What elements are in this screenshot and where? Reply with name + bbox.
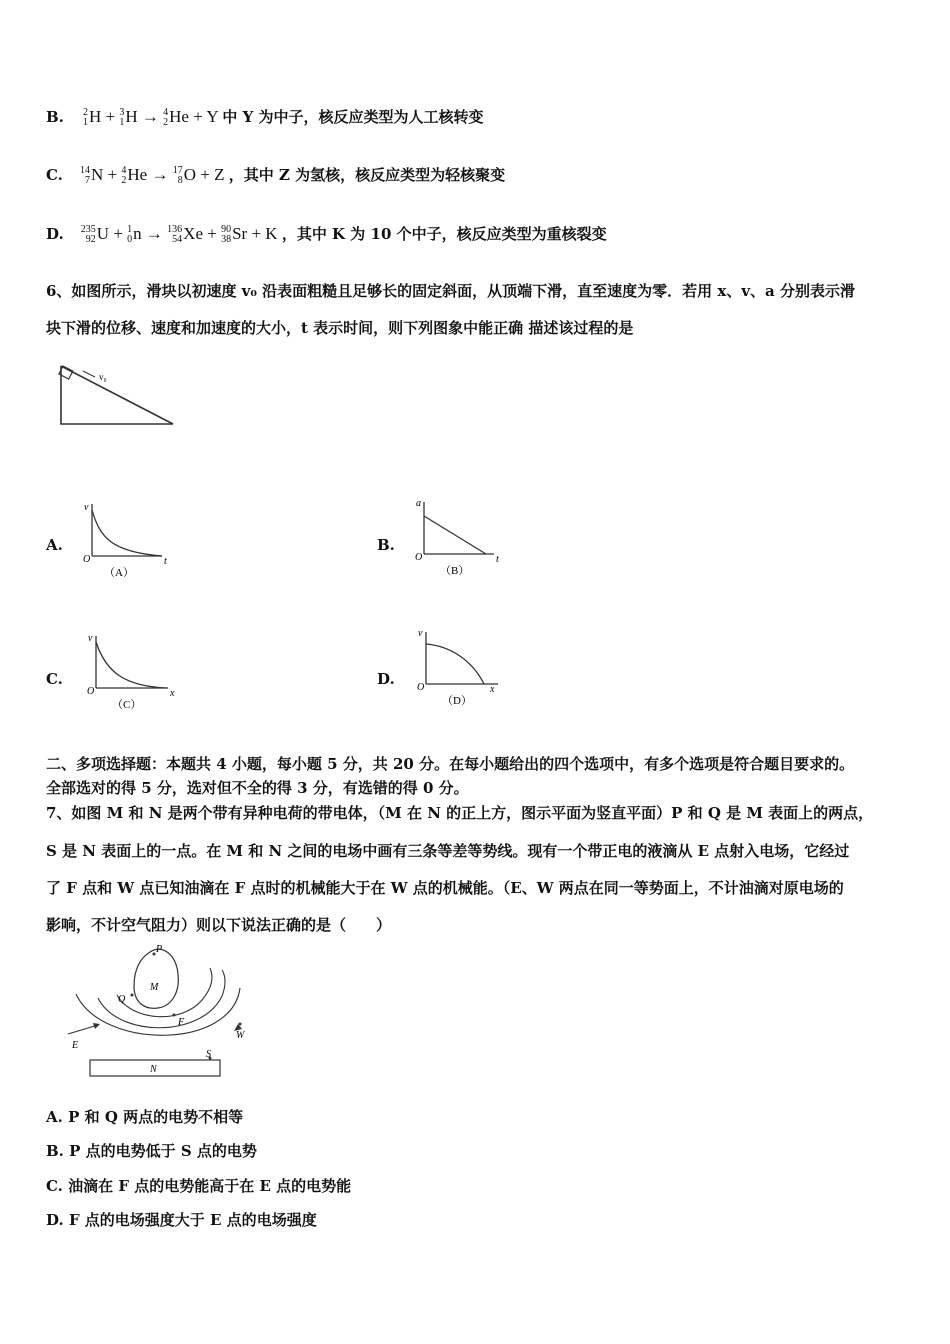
q7-option-c[interactable] — [46, 1175, 351, 1196]
v0-label: v₀ — [99, 372, 107, 382]
origin-label: O — [87, 686, 95, 697]
label-e: E — [72, 1040, 79, 1051]
q7-option-d[interactable] — [46, 1209, 317, 1230]
field-figure — [62, 940, 262, 1080]
curve — [96, 642, 166, 688]
option-text: P 点的电势低于 S 点的电势 — [69, 1142, 257, 1160]
x-axis-label: x — [490, 684, 495, 695]
label-m: M — [150, 982, 159, 993]
trajectory-arrow — [68, 1025, 98, 1034]
graph-d[interactable] — [414, 624, 514, 712]
section2-heading-line1: 二、多项选择题：本题共 4 小题，每小题 5 分，共 20 分。在每小题给出的四个选项中，有多个选项是符合题目要求的。 — [46, 755, 855, 773]
q5-option-b[interactable] — [46, 106, 484, 128]
label-s: S — [206, 1049, 211, 1060]
option-letter: D. — [46, 1211, 64, 1229]
q6-option-d-letter[interactable]: D. — [377, 670, 395, 688]
option-letter: D. — [46, 225, 64, 243]
x-axis-label: x — [170, 688, 175, 699]
x-axis-label: t — [496, 554, 499, 565]
conductor-m — [134, 949, 178, 1008]
equipotential-1 — [117, 968, 212, 1017]
section2-heading-line2: 全部选对的得 5 分，选对但不全的得 3 分，有选错的得 0 分。 — [46, 779, 469, 797]
label-f: F — [178, 1017, 185, 1028]
option-letter: C. — [46, 166, 63, 184]
velocity-arrow — [83, 371, 95, 377]
y-axis-label: v — [88, 633, 93, 644]
option-letter: B. — [46, 1142, 64, 1160]
option-letter: C. — [46, 1177, 63, 1195]
label-q: Q — [118, 994, 126, 1005]
nuclear-equation: 14 7 N + 4 2 He → 17 8 O + Z — [80, 165, 225, 187]
q7-stem-line1: 7、如图 M 和 N 是两个带有异种电荷的带电体，（M 在 N 的正上方，图示平面为竖直平面）P 和 Q 是 M 表面上的两点， — [46, 804, 874, 822]
origin-label: O — [417, 682, 425, 693]
graph-a[interactable] — [80, 496, 175, 584]
option-letter: A. — [46, 1108, 63, 1126]
label-w: W — [236, 1030, 245, 1041]
option-letter: B. — [46, 108, 64, 126]
curve — [426, 644, 484, 684]
nuclear-equation: 2 1 H + 3 1 H → 4 2 He + Y — [83, 107, 219, 129]
x-axis-label: t — [164, 556, 167, 567]
graph-c[interactable] — [84, 628, 184, 716]
option-text: 中 Y 为中子，核反应类型为人工核转变 — [222, 108, 484, 126]
q6-option-c-letter[interactable]: C. — [46, 670, 63, 688]
origin-label: O — [83, 554, 91, 565]
option-text: ，其中 Z 为氢核，核反应类型为轻核聚变 — [228, 166, 506, 184]
q7-option-b[interactable] — [46, 1140, 257, 1161]
y-axis-label: v — [418, 628, 423, 639]
q5-option-d[interactable] — [46, 223, 607, 245]
q6-stem-line2: 块下滑的位移、速度和加速度的大小，t 表示时间，则下列图象中能正确 描述该过程的是 — [46, 319, 634, 337]
option-text: 油滴在 F 点的电势能高于在 E 点的电势能 — [68, 1177, 352, 1195]
y-axis-label: v — [84, 502, 89, 513]
nuclear-equation: 235 92 U + 1 0 n → 136 54 Xe + 90 38 Sr + K — [80, 224, 278, 246]
caption: （B） — [440, 565, 470, 577]
q6-option-b-letter[interactable]: B. — [377, 536, 395, 554]
graph-b[interactable] — [412, 494, 507, 582]
q7-stem-line2: S 是 N 表面上的一点。在 M 和 N 之间的电场中画有三条等差等势线。现有一个带正电的液滴从 E 点射入电场，它经过 — [46, 842, 850, 860]
curve — [424, 516, 486, 554]
caption: （C） — [112, 699, 142, 711]
option-text: F 点的电场强度大于 E 点的电场强度 — [68, 1211, 317, 1229]
option-text: P 和 Q 两点的电势不相等 — [68, 1108, 244, 1126]
caption: （A） — [104, 567, 134, 579]
option-text: ，其中 K 为 10 个中子，核反应类型为重核裂变 — [281, 225, 607, 243]
q7-option-a[interactable] — [46, 1106, 243, 1127]
curve — [92, 510, 162, 556]
q5-option-c[interactable] — [46, 164, 505, 186]
q7-stem-line3: 了 F 点和 W 点已知油滴在 F 点时的机械能大于在 W 点的机械能。（E、W 两点在同一等势面上，不计油滴对原电场的 — [46, 879, 844, 897]
label-n: N — [150, 1064, 157, 1075]
q6-stem-line1: 6、如图所示，滑块以初速度 v₀ 沿表面粗糙且足够长的固定斜面，从顶端下滑，直至速度为零．若用 x、v、a 分别表示滑 — [46, 282, 855, 300]
caption: （D） — [442, 695, 472, 707]
incline-figure — [55, 362, 180, 430]
q7-stem-line4: 影响，不计空气阻力）则以下说法正确的是（ ） — [46, 916, 392, 934]
origin-label: O — [415, 552, 423, 563]
label-p: P — [156, 944, 163, 955]
y-axis-label: a — [416, 498, 421, 509]
q6-option-a-letter[interactable]: A. — [46, 536, 63, 554]
